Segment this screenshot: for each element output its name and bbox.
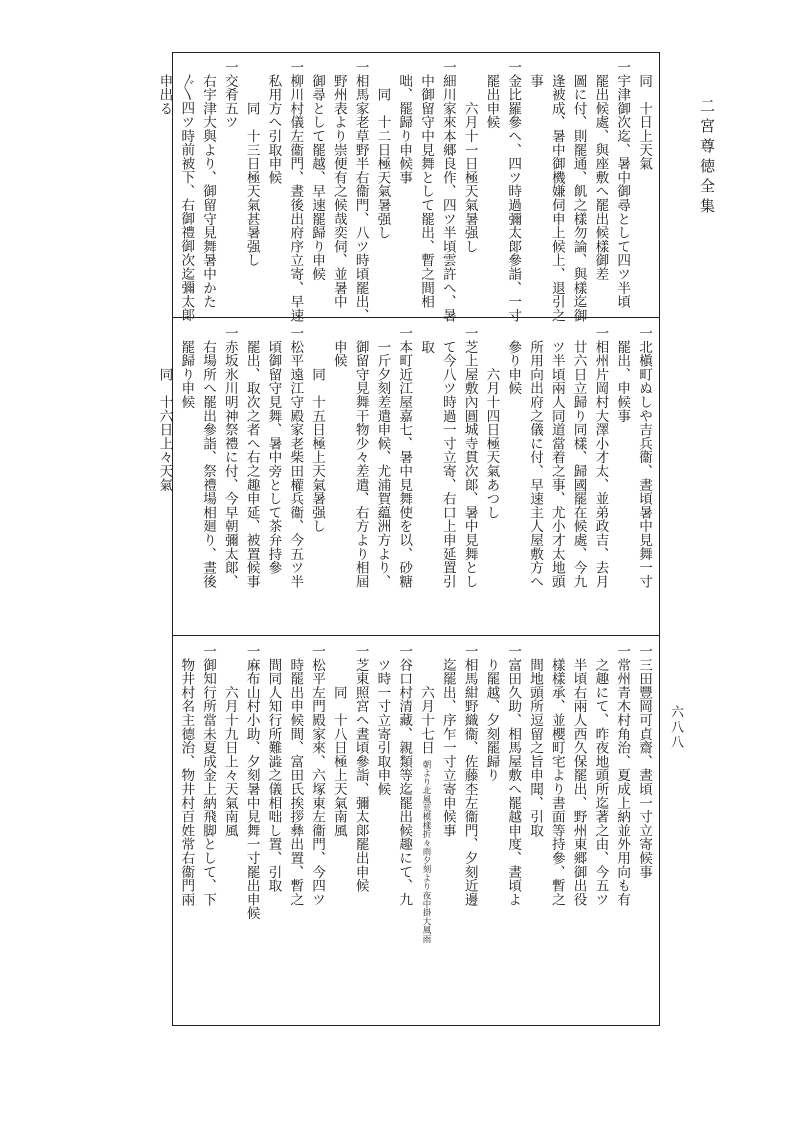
text-line: 一相州片岡村大澤小才太、並弟政吉、去月: [592, 326, 609, 589]
text-line: 六月十四日極天氣あつし: [483, 326, 500, 520]
text-band-lower: [173, 637, 659, 1027]
text-line: 一宇津御次迄、暑中御尋として四ツ半頃: [614, 60, 631, 309]
text-line: 逢被成、暑中御機嫌伺申上候上、退引之: [548, 60, 565, 323]
text-line: 罷歸り申候: [178, 326, 195, 409]
weather-note-line: 夕刻より夜中掛大風雨: [421, 856, 432, 944]
band-divider: [173, 635, 659, 636]
text-line: 六月十一日極天氣暑强し: [461, 60, 478, 254]
text-line: て今八ツ時過一寸立寄、右口上申延置引: [439, 326, 456, 589]
text-line: 一細川家來本郷良作、四ツ半頃雲許へ、暑: [439, 60, 456, 323]
text-line: 罷出、申候事: [614, 326, 631, 423]
text-band-middle: [156, 319, 659, 635]
text-line: 一芝東照宮へ晝頃參詣、彌太郞罷出申候: [352, 644, 369, 893]
text-line: 〴〵四ツ時前被下、右御禮御次迄彌太郞: [178, 60, 195, 322]
text-line: 同 十日上天氣: [636, 60, 652, 171]
text-line: 罷出、取次之者へ右之趣申延、被置候事: [243, 326, 260, 589]
text-line: 同 十六日上々天氣: [156, 326, 173, 492]
text-line: 所用向出府之儀に付、早速主人屋敷方へ: [527, 326, 544, 589]
text-line: 御尋として罷越、早速罷歸り申候: [309, 60, 326, 281]
text-line: 間同人知行所難澁之儀相咄し置、引取: [265, 644, 282, 893]
weather-note: [414, 760, 436, 943]
text-line: 迄罷出、序乍一寸立寄申候事: [439, 644, 456, 838]
text-line: 同 十三日極天氣甚暑强し: [243, 60, 260, 267]
running-title: 二宮尊徳全集: [698, 98, 716, 218]
text-line: 參り申候: [505, 326, 522, 395]
text-line: 一谷口村清藏、親類等迄罷出候趣にて、九: [396, 644, 413, 907]
page-number: 六八八: [668, 705, 683, 750]
text-line: 同 十八日極上天氣南風: [330, 644, 347, 838]
text-line: 罷出申候: [483, 60, 500, 129]
weather-note-line: 朝より北風荒模樣折々雨: [421, 760, 432, 857]
text-line: 一北槇町ぬしや吉兵衞、晝頃暑中見舞一寸: [636, 326, 652, 589]
band-divider: [173, 317, 659, 318]
text-line: 一松平左門殿家來、六塚東左衞門、今四ツ: [309, 644, 326, 907]
text-line: 右場所へ罷出參詣、祭禮場相廻り、晝後: [200, 326, 217, 589]
text-line: 同 十五日極上天氣暑强し: [309, 326, 326, 533]
text-line: 圖に付、則罷通、飢之樣勿論、與樣迄御: [570, 60, 587, 323]
text-line: 罷出候處、與座敷へ罷出候樣御差: [592, 60, 609, 281]
text-line: ツ半頃兩人同道當着之事、尤小才太地頭: [548, 326, 565, 589]
text-band-upper: [156, 53, 659, 323]
text-line: 同 十二日極天氣暑强し: [374, 60, 391, 240]
text-line: 一金比羅參へ、四ツ時過彌太郞參詣、一寸: [505, 60, 522, 323]
text-line: 一御知行所當未夏成金上納飛脚として、下: [200, 644, 217, 907]
text-line: 一赤坂氷川明神祭禮に付、今早朝彌太郞、: [221, 326, 238, 589]
text-line: 取: [418, 326, 435, 354]
text-line: 一相馬紺野織衞、佐藤杢左衞門、夕刻近邊: [461, 644, 478, 907]
text-line: ツ時一寸立寄引取申候: [374, 644, 391, 796]
text-line: 之趣にて、昨夜地頭所迄著之由、今五ツ: [592, 644, 609, 907]
text-line: 右宇津大與より、御留守見舞暑中かた: [200, 60, 217, 309]
text-line: 六月十九日上々天氣南風: [221, 644, 238, 838]
text-line: 六月十七日朝より北風荒模樣折々雨夕刻より夜中掛大風雨: [414, 644, 436, 1027]
text-line: 私用方へ引取申候: [265, 60, 282, 185]
text-line: 時罷出申候間、富田氏挨拶彝出置、暫之: [287, 644, 304, 907]
text-line: 一相馬家老草野半右衞門、八ツ時頃罷出、: [352, 60, 369, 323]
text-line: り罷越、夕刻罷歸り: [483, 644, 500, 782]
text-line: 一常州青木村角治、夏成上納並外用向も有: [614, 644, 631, 907]
text-line: 一芝上屋敷內圓城寺貫次郞、暑中見舞とし: [461, 326, 478, 589]
text-line: 野州表より崇便有之候哉奕伺、並暑中: [330, 60, 347, 309]
text-line: 申出る: [156, 60, 173, 116]
text-line: 一富田久助、相馬屋敷へ罷越申度、晝頃よ: [505, 644, 522, 907]
text-line: 一麻布山村小助、夕刻暑中見舞一寸罷出申候: [243, 644, 260, 920]
text-line: 御留守見舞干物少々差遣、右方より相屆: [352, 326, 369, 589]
text-line: 一松平遠江守殿家老柴田權兵衞、今五ツ半: [287, 326, 304, 589]
text-line: 一柳川村儀左衞門、晝後出府序立寄、早速: [287, 60, 304, 323]
text-line: 半頃右兩人西久保罷出、野州東郷御出役: [570, 644, 587, 907]
text-frame: [156, 52, 660, 1026]
text-line: 間地頭所逗留之旨申聞、引取: [527, 644, 544, 838]
text-line: 一交肴五ツ: [221, 60, 238, 129]
text-line: 物井村名主德治、物井村百姓常右衞門兩: [178, 644, 195, 907]
text-line: 咄、罷歸り申候事: [396, 60, 413, 185]
text-line: 廿六日立歸り同樣、歸國罷在候處、今九: [570, 326, 587, 589]
text-line: 事: [527, 60, 544, 88]
text-line: 一斤夕刻差遣申候、尤浦賀藴洲方より、: [374, 326, 391, 589]
text-line: 申候: [330, 326, 347, 368]
text-line: 一三田豐岡可貞齋、晝頃一寸立寄候事: [636, 644, 652, 879]
text-line: 樣樣承、並櫻町宅より書面等持參、暫之: [548, 644, 565, 907]
text-line: 頃御留守見舞、暑中旁として茶弁持參: [265, 326, 282, 575]
text-line: 一本町近江屋嘉七、暑中見舞使を以、砂糖: [396, 326, 413, 589]
text-line: 中御留守中見舞として罷出、暫之間相: [418, 60, 435, 309]
